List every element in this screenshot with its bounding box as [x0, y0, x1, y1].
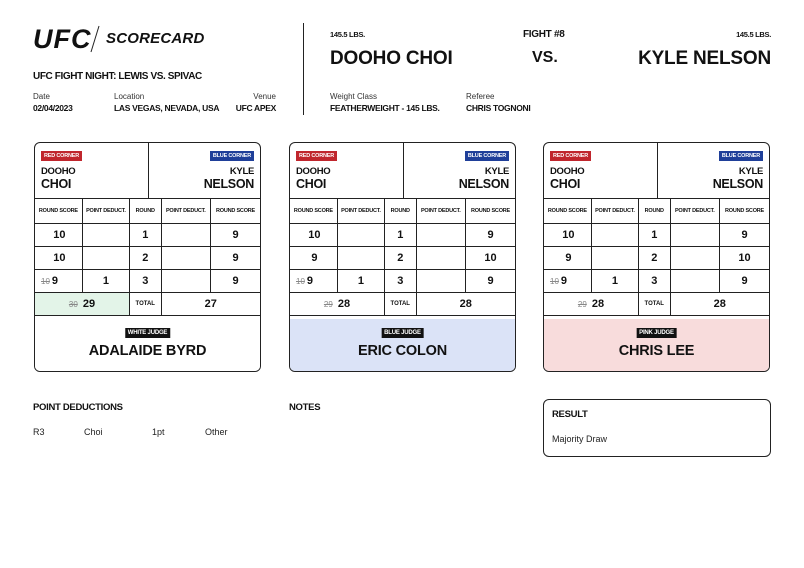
red-first-name: DOOHO: [296, 166, 331, 177]
original-total: 29: [323, 299, 333, 309]
event-name: UFC FIGHT NIGHT: LEWIS VS. SPIVAC: [33, 71, 202, 82]
score-table-header: [35, 199, 260, 223]
red-point-deduct-header: POINT DEDUCT.: [82, 199, 129, 223]
blue-corner-fighter: [459, 166, 509, 191]
total-label: TOTAL: [130, 292, 162, 315]
red-total-score: 29 28: [290, 292, 385, 315]
red-point-deduct: 1: [82, 269, 129, 292]
total-row: [35, 292, 260, 315]
notes-title: NOTES: [289, 402, 321, 413]
scorecard-header: [290, 143, 515, 199]
blue-point-deduct: [670, 223, 720, 246]
blue-corner-fighter: [713, 166, 763, 191]
red-corner-badge: RED CORNER: [41, 151, 82, 161]
red-point-deduct-header: POINT DEDUCT.: [591, 199, 638, 223]
red-round-score: 10 9: [35, 269, 82, 292]
red-round-score-header: ROUND SCORE: [544, 199, 591, 223]
total-label: TOTAL: [385, 292, 417, 315]
round-row: [290, 246, 515, 269]
red-round-score: 9: [290, 246, 337, 269]
blue-round-score: 9: [211, 269, 261, 292]
judge-scorecard: [34, 142, 261, 372]
blue-last-name: NELSON: [458, 177, 509, 191]
round-number: 2: [639, 246, 671, 269]
weight-class-label: Weight Class: [330, 92, 377, 101]
blue-point-deduct: [416, 223, 466, 246]
blue-first-name: KYLE: [229, 166, 254, 177]
round-row: [290, 269, 515, 292]
judge-name: CHRIS LEE: [618, 343, 695, 359]
round-row: [35, 223, 260, 246]
round-number: 3: [385, 269, 417, 292]
red-total-score: 30 29: [35, 292, 130, 315]
red-corner-fighter: [296, 166, 330, 191]
blue-round-score: 9: [720, 223, 770, 246]
total-label: TOTAL: [639, 292, 671, 315]
round-row: [544, 246, 769, 269]
point-deductions-title: POINT DEDUCTIONS: [33, 402, 123, 413]
original-score: 10: [550, 276, 559, 286]
red-point-deduct: 1: [591, 269, 638, 292]
red-round-score: 10: [35, 246, 82, 269]
weight-class-value: FEATHERWEIGHT - 145 LBS.: [330, 103, 440, 113]
round-header: ROUND: [385, 199, 417, 223]
red-fighter-weight: 145.5 LBS.: [330, 30, 365, 39]
referee-label: Referee: [466, 92, 495, 101]
location-label: Location: [114, 92, 145, 101]
red-corner-badge: RED CORNER: [550, 151, 591, 161]
blue-total-score: 28: [416, 292, 515, 315]
red-round-score: 9: [544, 246, 591, 269]
blue-point-deduct: [670, 246, 720, 269]
blue-point-deduct-header: POINT DEDUCT.: [670, 199, 720, 223]
round-number: 2: [385, 246, 417, 269]
round-row: [544, 223, 769, 246]
total-row: [544, 292, 769, 315]
scorecard-header: [35, 143, 260, 199]
blue-fighter-weight: 145.5 LBS.: [736, 30, 771, 39]
venue-value: UFC APEX: [235, 103, 276, 113]
judge-area: [290, 319, 515, 372]
round-row: [290, 223, 515, 246]
blue-round-score: 9: [211, 223, 261, 246]
round-header: ROUND: [639, 199, 671, 223]
blue-corner-badge: BLUE CORNER: [719, 151, 763, 161]
blue-corner-badge: BLUE CORNER: [465, 151, 509, 161]
deduction-fighter: Choi: [84, 427, 103, 437]
referee-value: CHRIS TOGNONI: [466, 103, 531, 113]
original-total: 30: [68, 299, 78, 309]
round-row: [35, 269, 260, 292]
judge-area: [35, 319, 260, 372]
deduction-reason: Other: [205, 427, 228, 437]
original-total: 29: [577, 299, 587, 309]
red-last-name: CHOI: [550, 177, 581, 191]
red-point-deduct: [337, 246, 384, 269]
blue-corner-fighter: [204, 166, 254, 191]
total-row: [290, 292, 515, 315]
score-table: [35, 199, 260, 316]
red-round-score: 10 9: [290, 269, 337, 292]
ufc-logo: UFC: [33, 24, 92, 54]
red-last-name: CHOI: [296, 177, 327, 191]
blue-first-name: KYLE: [484, 166, 509, 177]
judge-area: [544, 319, 769, 372]
blue-last-name: NELSON: [203, 177, 254, 191]
blue-point-deduct-header: POINT DEDUCT.: [416, 199, 466, 223]
deduction-points: 1pt: [152, 427, 165, 437]
original-score: 10: [41, 276, 50, 286]
original-score: 10: [296, 276, 305, 286]
blue-point-deduct: [161, 223, 211, 246]
red-corner-fighter: [550, 166, 584, 191]
red-first-name: DOOHO: [550, 166, 585, 177]
blue-corner-badge: BLUE CORNER: [210, 151, 254, 161]
blue-round-score: 10: [720, 246, 770, 269]
red-point-deduct: [591, 223, 638, 246]
red-round-score: 10: [35, 223, 82, 246]
location-value: LAS VEGAS, NEVADA, USA: [114, 103, 220, 113]
blue-fighter-name: KYLE NELSON: [638, 48, 771, 69]
red-point-deduct: 1: [337, 269, 384, 292]
blue-point-deduct: [161, 246, 211, 269]
versus-label: VS.: [532, 49, 558, 66]
blue-round-score-header: ROUND SCORE: [211, 199, 261, 223]
blue-round-score: 9: [466, 269, 516, 292]
red-last-name: CHOI: [41, 177, 72, 191]
date-value: 02/04/2023: [33, 103, 73, 113]
round-number: 3: [639, 269, 671, 292]
round-number: 2: [130, 246, 162, 269]
red-round-score: 10: [544, 223, 591, 246]
blue-first-name: KYLE: [738, 166, 763, 177]
blue-point-deduct: [670, 269, 720, 292]
judge-scorecard: [289, 142, 516, 372]
venue-label: Venue: [253, 92, 276, 101]
red-point-deduct: [591, 246, 638, 269]
red-point-deduct: [82, 246, 129, 269]
judge-color-badge: WHITE JUDGE: [125, 328, 170, 338]
judge-name: ADALAIDE BYRD: [88, 343, 207, 359]
round-number: 1: [385, 223, 417, 246]
blue-point-deduct-header: POINT DEDUCT.: [161, 199, 211, 223]
round-number: 1: [130, 223, 162, 246]
round-header: ROUND: [130, 199, 162, 223]
score-table: [544, 199, 769, 316]
score-table-header: [544, 199, 769, 223]
score-table: [290, 199, 515, 316]
red-point-deduct-header: POINT DEDUCT.: [337, 199, 384, 223]
red-total-score: 29 28: [544, 292, 639, 315]
blue-round-score: 10: [466, 246, 516, 269]
header-divider: [303, 23, 304, 115]
round-row: [544, 269, 769, 292]
judge-scorecard: [543, 142, 770, 372]
blue-round-score: 9: [466, 223, 516, 246]
red-point-deduct: [82, 223, 129, 246]
result-box: [543, 399, 771, 457]
fight-number: FIGHT #8: [523, 29, 565, 40]
scorecard-title: SCORECARD: [106, 30, 205, 47]
blue-last-name: NELSON: [712, 177, 763, 191]
red-corner-badge: RED CORNER: [296, 151, 337, 161]
scorecard-header: [544, 143, 769, 199]
judge-name: ERIC COLON: [357, 343, 448, 359]
blue-point-deduct: [161, 269, 211, 292]
blue-point-deduct: [416, 246, 466, 269]
blue-point-deduct: [416, 269, 466, 292]
blue-round-score-header: ROUND SCORE: [466, 199, 516, 223]
round-row: [35, 246, 260, 269]
logo-slash-divider: [88, 24, 102, 54]
blue-round-score: 9: [211, 246, 261, 269]
blue-total-score: 28: [670, 292, 769, 315]
judge-color-badge: PINK JUDGE: [636, 328, 677, 338]
red-round-score-header: ROUND SCORE: [35, 199, 82, 223]
result-title: RESULT: [552, 409, 588, 420]
red-corner-fighter: [41, 166, 75, 191]
date-label: Date: [33, 92, 50, 101]
blue-round-score-header: ROUND SCORE: [720, 199, 770, 223]
deduction-round: R3: [33, 427, 45, 437]
blue-total-score: 27: [161, 292, 260, 315]
red-round-score: 10 9: [544, 269, 591, 292]
red-round-score-header: ROUND SCORE: [290, 199, 337, 223]
result-value: Majority Draw: [552, 434, 608, 444]
round-number: 3: [130, 269, 162, 292]
red-first-name: DOOHO: [41, 166, 76, 177]
red-round-score: 10: [290, 223, 337, 246]
score-table-header: [290, 199, 515, 223]
round-number: 1: [639, 223, 671, 246]
red-fighter-name: DOOHO CHOI: [330, 48, 453, 69]
red-point-deduct: [337, 223, 384, 246]
judge-color-badge: BLUE JUDGE: [381, 328, 424, 338]
blue-round-score: 9: [720, 269, 770, 292]
